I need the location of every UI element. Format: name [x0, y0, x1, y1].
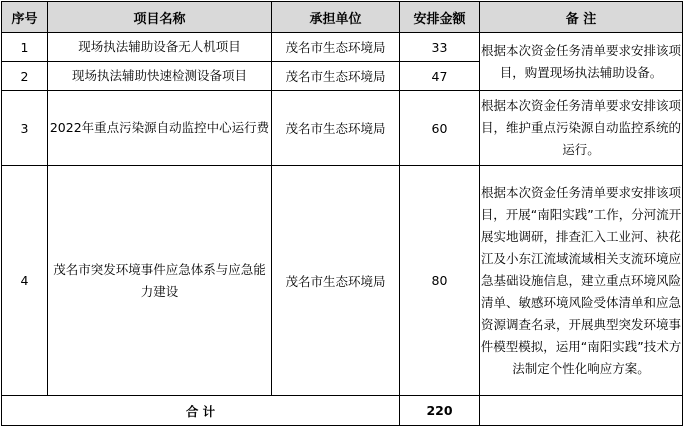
row-note: 根据本次资金任务清单要求安排该项目，开展“南阳实践”工作，分河流开展实地调研，排查汇入工业河、袂花江及小东江流域流域相关支流环境应急基础设施信息，建立重点环境风险清单、敏感环境风险受体清单和应急资源调查名录，开展典型突发环境事件模型模拟，运用“南阳实践”技术方法制定个性化响应方案。 — [480, 166, 683, 396]
table-row — [2, 91, 683, 166]
header-unit: 承担单位 — [272, 2, 400, 33]
row-project-name: 茂名市突发环境事件应急体系与应急能力建设 — [48, 166, 272, 396]
row-amount: 47 — [400, 62, 480, 91]
header-project-name: 项目名称 — [48, 2, 272, 33]
row-unit: 茂名市生态环境局 — [272, 62, 400, 91]
table-row — [2, 33, 683, 62]
row-index: 4 — [2, 166, 48, 396]
header-note: 备 注 — [480, 2, 683, 33]
header-amount: 安排金额 — [400, 2, 480, 33]
row-amount: 60 — [400, 91, 480, 166]
total-label: 合 计 — [2, 396, 400, 426]
row-index: 1 — [2, 33, 48, 62]
row-project-name: 2022年重点污染源自动监控中心运行费 — [48, 91, 272, 166]
row-index: 2 — [2, 62, 48, 91]
row-index: 3 — [2, 91, 48, 166]
row-amount: 33 — [400, 33, 480, 62]
row-note: 根据本次资金任务清单要求安排该项目，维护重点污染源自动监控系统的运行。 — [480, 91, 683, 166]
header-index: 序号 — [2, 2, 48, 33]
table-row — [2, 166, 683, 396]
funding-table — [1, 1, 683, 426]
total-amount: 220 — [400, 396, 480, 426]
row-amount: 80 — [400, 166, 480, 396]
row-unit: 茂名市生态环境局 — [272, 166, 400, 396]
total-note-empty — [480, 396, 683, 426]
row-project-name: 现场执法辅助设备无人机项目 — [48, 33, 272, 62]
header-row — [2, 2, 683, 33]
row-unit: 茂名市生态环境局 — [272, 91, 400, 166]
row-unit: 茂名市生态环境局 — [272, 33, 400, 62]
total-row — [2, 396, 683, 426]
row-note: 根据本次资金任务清单要求安排该项目，购置现场执法辅助设备。 — [480, 33, 683, 91]
row-project-name: 现场执法辅助快速检测设备项目 — [48, 62, 272, 91]
